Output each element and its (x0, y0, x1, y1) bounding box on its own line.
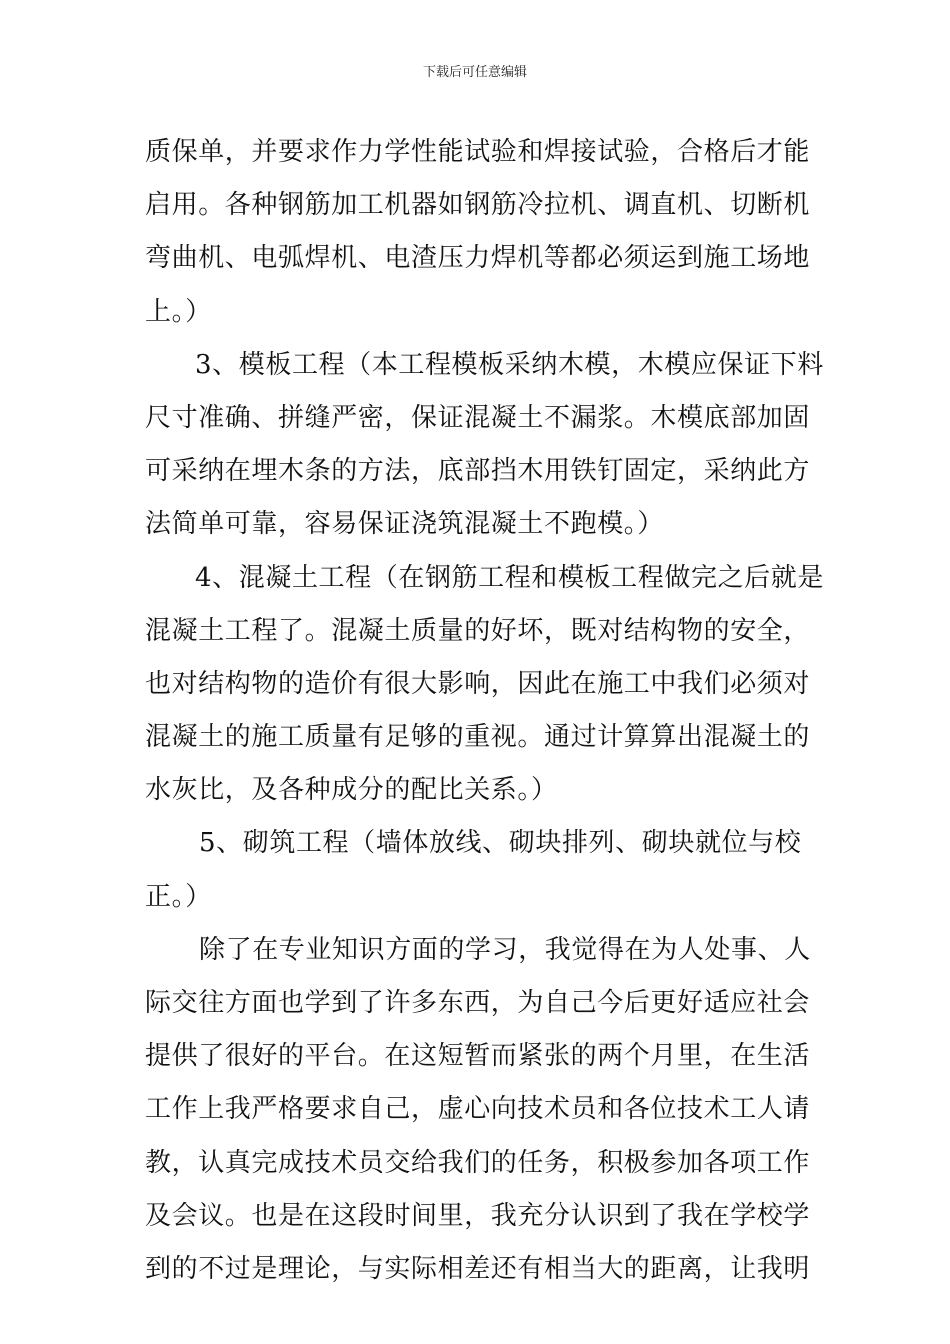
text-line: 工作上我严格要求自己，虚心向技术员和各位技术工人请 (145, 1094, 811, 1125)
text-line-section-4: 4、混凝土工程（在钢筋工程和模板工程做完之后就是 (195, 562, 824, 593)
text-line: 提供了很好的平台。在这短暂而紧张的两个月里，在生活 (145, 1041, 811, 1072)
text-line: 到的不过是理论，与实际相差还有相当大的距离，让我明 (145, 1253, 811, 1284)
text-line: 可采纳在埋木条的方法，底部挡木用铁钉固定，采纳此方 (145, 456, 811, 487)
text-line: 水灰比，及各种成分的配比关系。） (145, 775, 558, 806)
text-line: 上。） (145, 296, 212, 327)
text-line-section-3: 3、模板工程（本工程模板采纳木模，木模应保证下料 (195, 349, 824, 380)
text-line: 法简单可靠，容易保证浇筑混凝土不跑模。） (145, 509, 665, 540)
text-line: 际交往方面也学到了许多东西，为自己今后更好适应社会 (145, 988, 811, 1018)
text-line: 质保单，并要求作力学性能试验和焊接试验，合格后才能 (145, 137, 811, 167)
text-line-paragraph-start: 除了在专业知识方面的学习，我觉得在为人处事、人 (199, 934, 811, 965)
text-line-section-5: 5、砌筑工程（墙体放线、砌块排列、砌块就位与校 (199, 828, 802, 859)
text-line: 也对结构物的造价有很大影响，因此在施工中我们必须对 (145, 668, 811, 699)
text-line: 教，认真完成技术员交给我们的任务，积极参加各项工作 (145, 1147, 811, 1178)
text-line: 启用。各种钢筋加工机器如钢筋冷拉机、调直机、切断机 (145, 190, 811, 221)
text-line: 尺寸准确、拼缝严密，保证混凝土不漏浆。木模底部加固 (145, 402, 811, 433)
text-line: 及会议。也是在这段时间里，我充分认识到了我在学校学 (145, 1200, 811, 1231)
document-body (145, 126, 824, 1296)
text-line: 弯曲机、电弧焊机、电渣压力焊机等都必须运到施工场地 (145, 243, 811, 274)
text-line: 混凝土工程了。混凝土质量的好坏，既对结构物的安全， (145, 615, 811, 646)
page-header-note: 下载后可任意编辑 (422, 65, 527, 80)
text-line: 混凝土的施工质量有足够的重视。通过计算算出混凝土的 (145, 722, 811, 753)
text-line: 正。） (145, 881, 212, 912)
